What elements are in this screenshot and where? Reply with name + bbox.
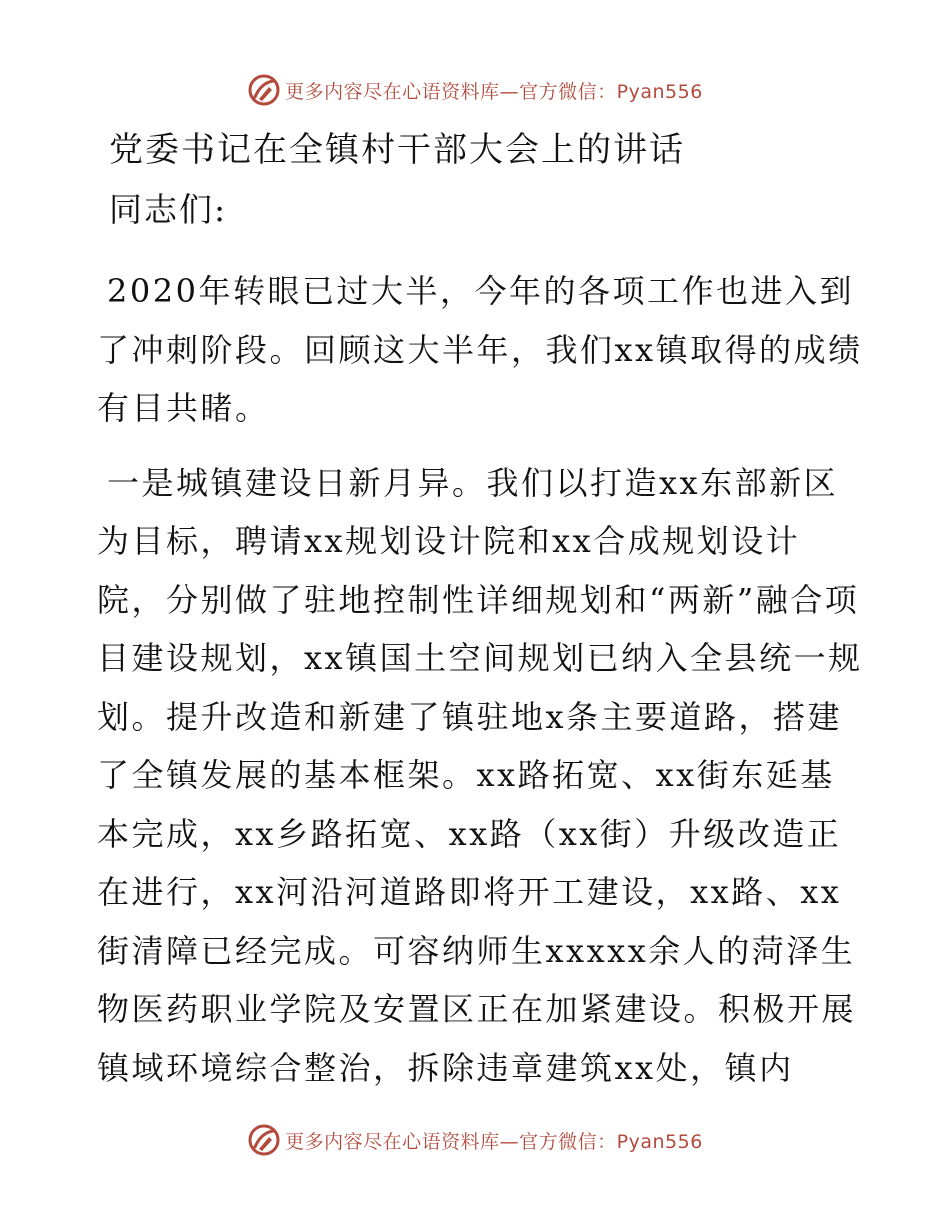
- salutation: 同志们:: [109, 190, 228, 229]
- pen-swirl-logo-icon: [247, 1123, 281, 1157]
- paragraph: 2020年转眼已过大半，今年的各项工作也进入到了冲刺阶段。回顾这大半年，我们xx镇取得的成绩有目共睹。: [97, 272, 863, 427]
- document-title: 党委书记在全镇村干部大会上的讲话: [109, 130, 685, 170]
- document-body: [97, 120, 867, 1097]
- banner-text: 更多内容尽在心语资料库—官方微信：Pyan556: [285, 80, 703, 103]
- footer-banner: [0, 1120, 950, 1160]
- banner-text: 更多内容尽在心语资料库—官方微信：Pyan556: [285, 1130, 703, 1153]
- header-banner: [0, 70, 950, 110]
- paragraph: 一是城镇建设日新月异。我们以打造xx东部新区为目标，聘请xx规划设计院和xx合成规划设计院，分别做了驻地控制性详细规划和“两新”融合项目建设规划，xx镇国土空间规划已纳入全县统一规划。提升改造和新建了镇驻地x条主要道路，搭建了全镇发展的基本框架。xx路拓宽、xx街东延基本完成，xx乡路拓宽、xx路（xx街）升级改造正在进行，xx河沿河道路即将开工建设，xx路、xx街清障已经完成。可容纳师生xxxxx余人的菏泽生物医药职业学院及安置区正在加紧建设。积极开展镇域环境综合整治，拆除违章建筑xx处，镇内: [97, 463, 863, 1087]
- pen-swirl-logo-icon: [247, 73, 281, 107]
